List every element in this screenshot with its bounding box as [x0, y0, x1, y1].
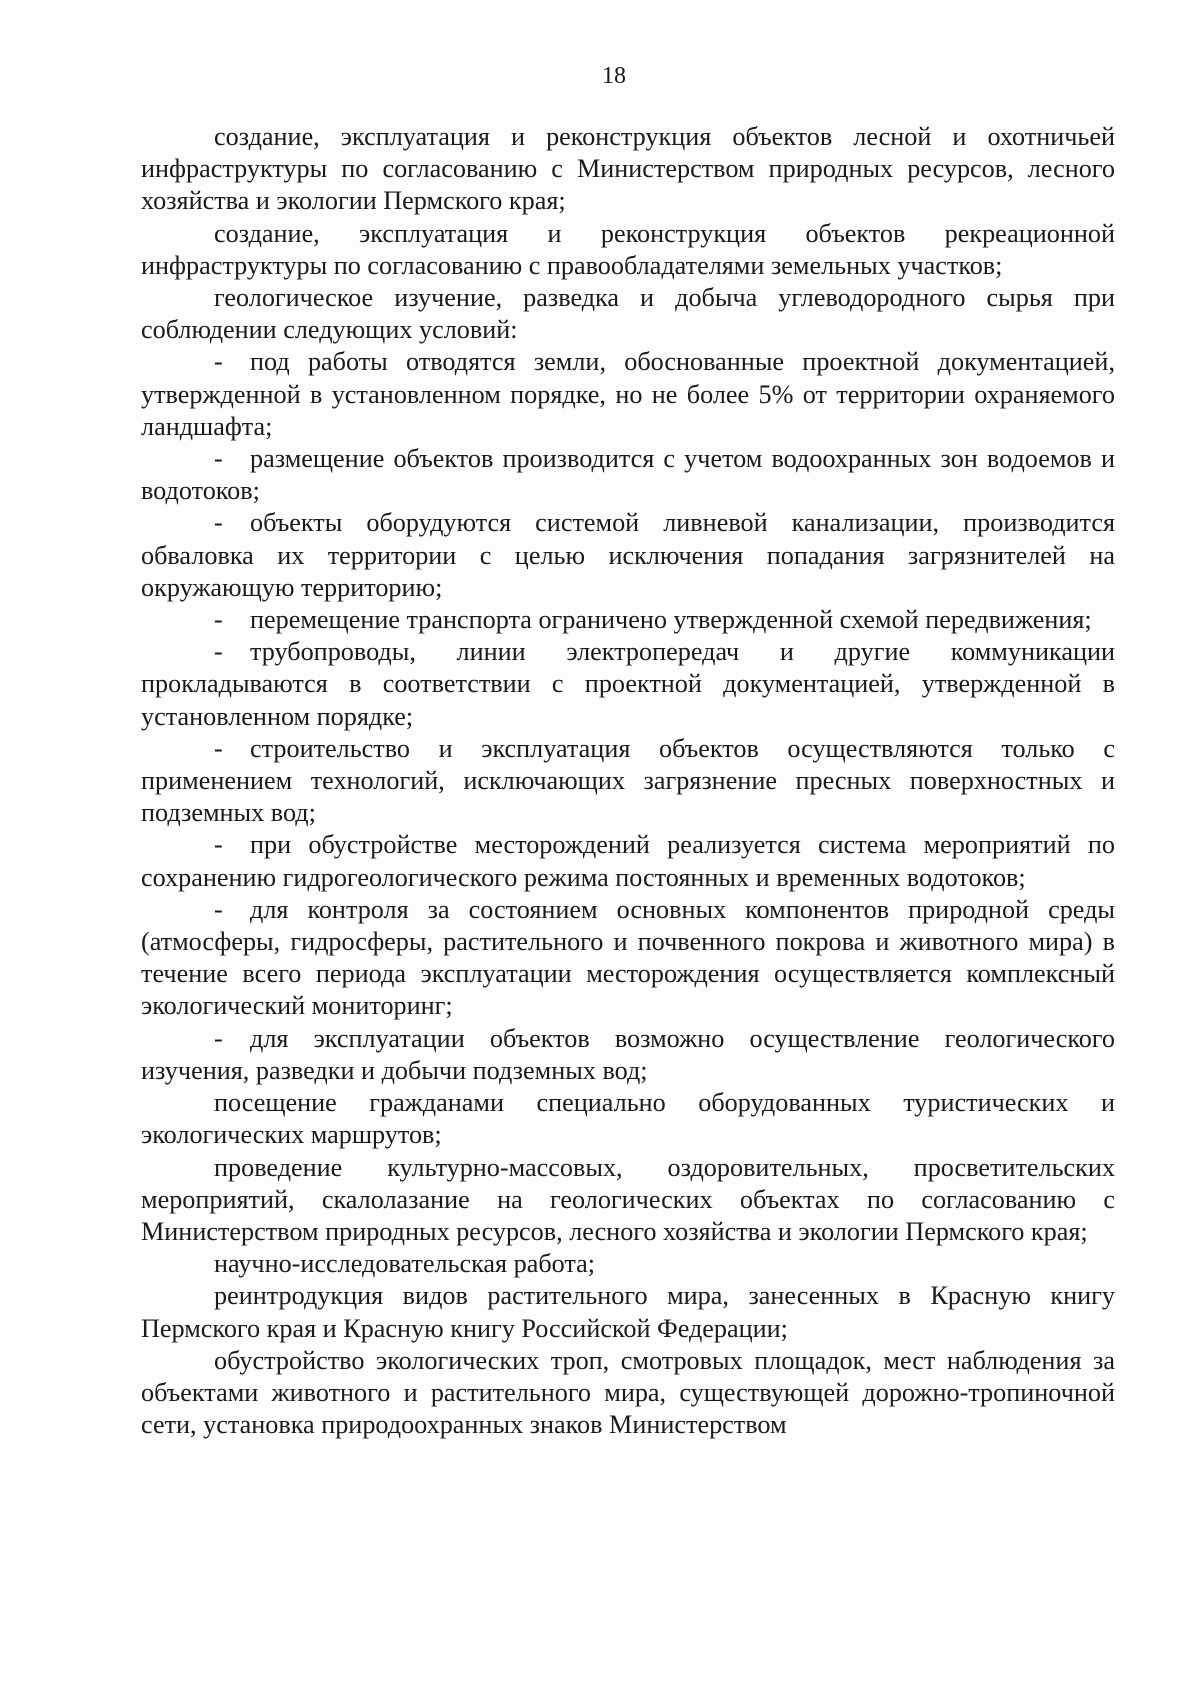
list-item-text: для контроля за состоянием основных компонентов природной среды (атмосферы, гидросферы, растительного и почвенного покрова и животного мира) в течение всего периода эксплуатации месторождения осуществляется комплексный экологический мониторинг;: [141, 894, 1115, 1021]
paragraph-text: обустройство экологических троп, смотровых площадок, мест наблюдения за объектами животного и растительного мира, существующей дорожно-тропиночной сети, установка природоохранных знаков Министерством: [141, 1345, 1115, 1440]
paragraph-text: реинтродукция видов растительного мира, занесенных в Красную книгу Пермского края и Красную книгу Российской Федерации;: [141, 1281, 1115, 1343]
dash-marker: -: [214, 347, 223, 377]
paragraph-text: создание, эксплуатация и реконструкция объектов рекреационной инфраструктуры по согласованию с правообладателями земельных участков;: [141, 218, 1115, 280]
list-item-text: для эксплуатации объектов возможно осуществление геологического изучения, разведки и добычи подземных вод;: [141, 1023, 1115, 1085]
list-item: [141, 636, 1115, 733]
paragraph: [141, 1087, 1115, 1151]
paragraph-text: создание, эксплуатация и реконструкция объектов лесной и охотничьей инфраструктуры по согласованию с Министерством природных ресурсов, лесного хозяйства и экологии Пермского края;: [141, 122, 1115, 216]
list-item-text: объекты оборудуются системой ливневой канализации, производится обваловка их территории с целью исключения попадания загрязнителей на окружающую территорию;: [141, 508, 1115, 602]
dash-marker: -: [214, 733, 223, 763]
page-number: 18: [602, 63, 626, 89]
paragraph: [141, 1248, 1115, 1280]
paragraph: [141, 121, 1115, 218]
dash-marker: -: [214, 1023, 223, 1053]
document-body: [141, 121, 1115, 1441]
dash-marker: -: [214, 637, 223, 667]
list-item: [141, 733, 1115, 830]
list-item: [141, 507, 1115, 604]
paragraph-text: геологическое изучение, разведка и добыча углеводородного сырья при соблюдении следующих условий:: [141, 283, 1115, 345]
paragraph-text: посещение гражданами специально оборудованных туристических и экологических маршрутов;: [141, 1088, 1115, 1150]
list-item: [141, 1023, 1115, 1087]
paragraph-text: проведение культурно-массовых, оздоровительных, просветительских мероприятий, скалолазание на геологических объектах по согласованию с Министерством природных ресурсов, лесного хозяйства и экологии Пермского края;: [141, 1152, 1115, 1246]
list-item-text: трубопроводы, линии электропередач и другие коммуникации прокладываются в соответствии с проектной документацией, утвержденной в установленном порядке;: [141, 637, 1115, 731]
list-item-text: строительство и эксплуатация объектов осуществляются только с применением технологий, исключающих загрязнение пресных поверхностных и подземных вод;: [141, 733, 1115, 828]
paragraph: [141, 1345, 1115, 1442]
dash-marker: -: [214, 508, 223, 538]
paragraph: [141, 282, 1115, 346]
paragraph-text: научно-исследовательская работа;: [214, 1249, 596, 1279]
dash-marker: -: [214, 894, 223, 924]
list-item: [141, 604, 1115, 636]
dash-marker: -: [214, 830, 223, 860]
dash-marker: -: [214, 605, 223, 635]
list-item-text: перемещение транспорта ограничено утвержденной схемой передвижения;: [250, 605, 1092, 635]
list-item-text: при обустройстве месторождений реализуется система мероприятий по сохранению гидрогеологического режима постоянных и временных водотоков;: [141, 830, 1115, 892]
paragraph: [141, 218, 1115, 282]
list-item: [141, 346, 1115, 443]
list-item: [141, 894, 1115, 1023]
list-item-text: под работы отводятся земли, обоснованные проектной документацией, утвержденной в установленном порядке, но не более 5% от территории охраняемого ландшафта;: [141, 347, 1115, 441]
list-item: [141, 443, 1115, 507]
paragraph: [141, 1152, 1115, 1249]
paragraph: [141, 1280, 1115, 1344]
dash-marker: -: [214, 444, 223, 474]
list-item: [141, 829, 1115, 893]
list-item-text: размещение объектов производится с учетом водоохранных зон водоемов и водотоков;: [141, 444, 1115, 506]
